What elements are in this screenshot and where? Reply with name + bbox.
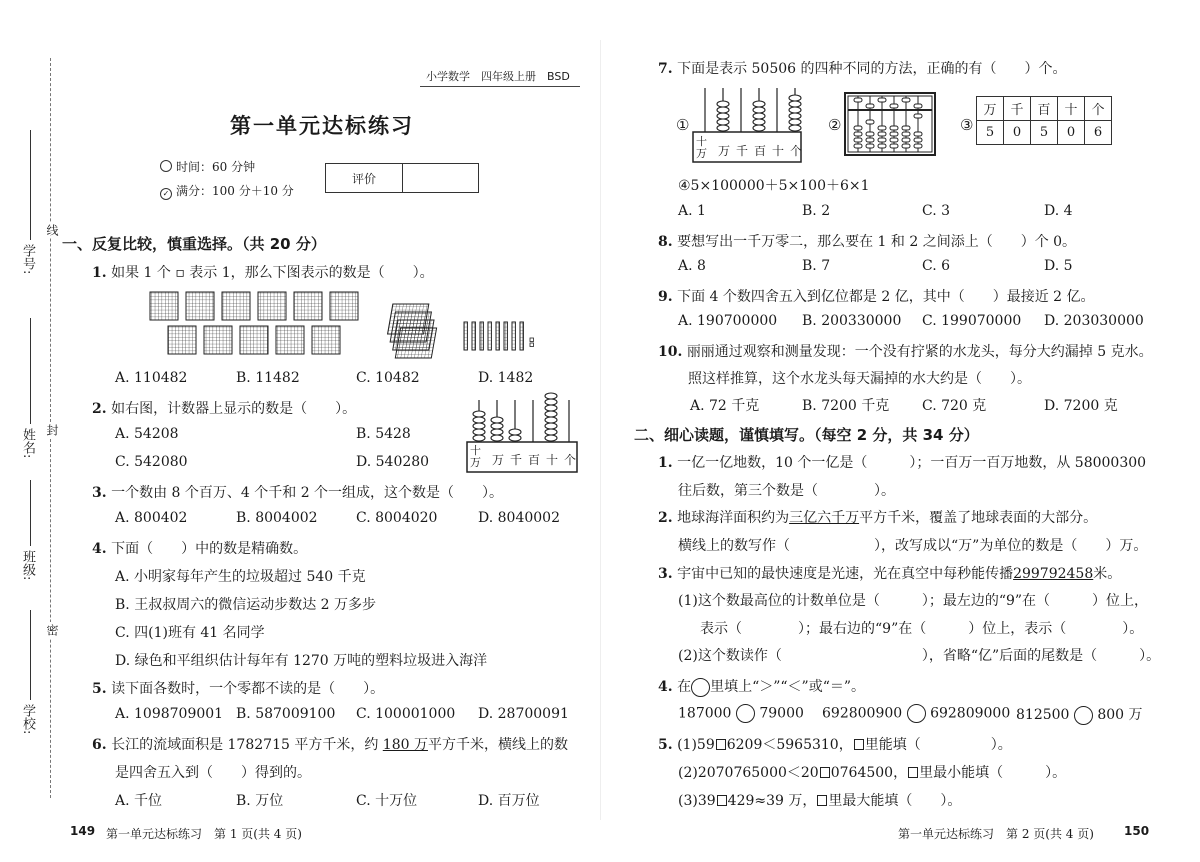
compare-left: 187000: [678, 705, 732, 722]
school-field[interactable]: [30, 610, 31, 700]
q7-bead-frame-figure-2: [844, 92, 936, 156]
q10-option-b[interactable]: B. 7200 千克: [802, 398, 890, 414]
name-label: 姓名:: [20, 428, 35, 459]
abacus-label: 百: [754, 144, 767, 158]
underlined-number: 180 万: [382, 737, 428, 753]
compare-left: 812500: [1016, 707, 1070, 723]
place-value-digit: 0: [1004, 121, 1031, 145]
question-text: 429≈39 万，: [727, 793, 817, 809]
fill-question-3-part2[interactable]: (2)这个数读作（ ），省略“亿”后面的尾数是（ ）。: [678, 648, 1161, 664]
evaluation-divider: [402, 164, 403, 192]
place-value-digit: 5: [1031, 121, 1058, 145]
right-footer-text: 第一单元达标练习 第 2 页(共 4 页): [898, 827, 1094, 841]
fill-question-5: [658, 734, 1012, 754]
question-number: 1.: [658, 455, 673, 471]
place-value-header: 万: [977, 97, 1004, 121]
question-text: 丽丽通过观察和测量发现：一个没有拧紧的水龙头，每分大约漏掉 5 克水。: [686, 344, 1153, 360]
question-number: 3.: [658, 566, 673, 582]
q5-option-b[interactable]: B. 587009100: [236, 706, 336, 722]
q10-option-d[interactable]: D. 7200 克: [1044, 398, 1118, 414]
question-1: [92, 262, 434, 282]
question-text: 下面（ ）中的数是精确数。: [111, 541, 308, 557]
question-number: 5.: [658, 737, 673, 753]
q2-option-a[interactable]: A. 54208: [115, 426, 179, 442]
q7-method-4: ④5×100000＋5×100＋6×1: [678, 178, 870, 194]
fill-question-5-part2: [678, 762, 1066, 782]
compare-answer-circle[interactable]: [1074, 706, 1093, 725]
book-header: 小学数学 四年级上册 BSD: [426, 70, 570, 83]
compare-circle-icon: [691, 678, 710, 697]
q5-option-a[interactable]: A. 1098709001: [115, 706, 224, 722]
q7-method-2-marker: ②: [828, 116, 842, 134]
seal-mark-line: 线: [45, 224, 59, 236]
q3-option-c[interactable]: C. 8004020: [356, 510, 438, 526]
question-text[interactable]: 里最小能填（ ）。: [919, 765, 1067, 781]
blank-box-icon[interactable]: [820, 767, 830, 778]
q2-option-d[interactable]: D. 540280: [356, 454, 430, 470]
question-text: 米。: [1093, 566, 1122, 582]
abacus-label: 万: [492, 453, 505, 467]
blank-box-icon: [908, 767, 918, 778]
q3-option-d[interactable]: D. 8040002: [478, 510, 560, 526]
score-text: 满分：100 分＋10 分: [176, 184, 294, 198]
question-10-line2: 照这样推算，这个水龙头每天漏掉的水大约是（ ）。: [688, 371, 1031, 387]
q5-option-c[interactable]: C. 100001000: [356, 706, 456, 722]
question-6-line2: 是四舍五入到（ ）得到的。: [115, 765, 311, 781]
place-value-header: 十: [1058, 97, 1085, 121]
abacus-label: 个: [790, 144, 803, 158]
q6-option-b[interactable]: B. 万位: [236, 793, 284, 809]
fill-question-2: [658, 507, 1097, 527]
abacus-label: 千: [736, 144, 749, 158]
question-text[interactable]: 里能填（ ）。: [864, 737, 1012, 753]
abacus-label: 个: [564, 453, 577, 467]
q1-option-d[interactable]: D. 1482: [478, 370, 534, 386]
question-text: 0764500，: [830, 765, 908, 781]
question-text[interactable]: 里最大能填（ ）。: [828, 793, 962, 809]
compare-answer-circle[interactable]: [907, 704, 926, 723]
compare-item-2: [822, 704, 1010, 723]
blank-box-icon[interactable]: [716, 739, 726, 750]
fill-question-1: [658, 452, 1146, 472]
blank-box-icon: [817, 795, 827, 806]
student-id-field[interactable]: [30, 130, 31, 240]
time-info: [160, 158, 255, 175]
abacus-label: 十万: [470, 444, 481, 469]
q4-option-a[interactable]: A. 小明家每年产生的垃圾超过 540 千克: [115, 569, 366, 585]
compare-right: 692809000: [930, 705, 1011, 722]
question-text: 6209＜5965310，: [726, 737, 853, 753]
fill-question-4: [658, 676, 865, 697]
right-page-number: 150: [1124, 824, 1150, 838]
question-6: [92, 734, 568, 754]
blank-box-icon: [854, 739, 864, 750]
section-1-title: 一、反复比较，慎重选择。（共 20 分）: [62, 235, 326, 253]
fill-question-3-part1[interactable]: (1)这个数最高位的计数单位是（ ）；最左边的“9”在（ ）位上，: [678, 593, 1149, 609]
question-number: 1.: [92, 265, 107, 281]
question-9: [658, 286, 1095, 306]
question-text: 地球海洋面积约为: [677, 510, 790, 526]
question-text: 下面 4 个数四舍五入到亿位都是 2 亿，其中（ ）最接近 2 亿。: [677, 289, 1095, 305]
q1-option-b[interactable]: B. 11482: [236, 370, 300, 386]
q1-option-a[interactable]: A. 110482: [115, 370, 188, 386]
question-number: 2.: [658, 510, 673, 526]
question-number: 2.: [92, 401, 107, 417]
q8-option-c[interactable]: C. 6: [922, 258, 951, 274]
abacus-label: 十: [546, 453, 559, 467]
score-info: [160, 182, 294, 200]
question-text: 平方千米，横线上的数: [427, 737, 568, 753]
fill-question-5-part3: [678, 790, 961, 810]
time-text: 时间：60 分钟: [176, 160, 256, 174]
question-number: 3.: [92, 485, 107, 501]
q4-option-c[interactable]: C. 四(1)班有 41 名同学: [115, 625, 265, 641]
place-value-header: 千: [1004, 97, 1031, 121]
q2-option-b[interactable]: B. 5428: [356, 426, 411, 442]
q9-option-b[interactable]: B. 200330000: [802, 313, 902, 329]
question-text: 里填上“＞”“＜”或“＝”。: [710, 679, 866, 695]
q5-option-d[interactable]: D. 28700091: [478, 706, 569, 722]
compare-answer-circle[interactable]: [736, 704, 755, 723]
question-number: 10.: [658, 344, 683, 360]
question-text: (2)2070765000＜20: [678, 765, 819, 781]
unit-cubes: [530, 338, 534, 347]
underlined-number: 三亿六千万: [789, 510, 860, 526]
abacus-label: 千: [510, 453, 523, 467]
q7-method-1-marker: ①: [676, 116, 690, 134]
question-10: [658, 341, 1153, 361]
q6-option-a[interactable]: A. 千位: [115, 793, 163, 809]
fill-question-3: [658, 563, 1121, 583]
abacus-label: 十: [772, 144, 785, 158]
place-value-digit: 6: [1085, 121, 1112, 145]
q2-option-c[interactable]: C. 542080: [115, 454, 188, 470]
question-text: 在: [677, 679, 692, 695]
left-page-number: 149: [70, 824, 96, 838]
q4-option-b[interactable]: B. 王叔叔周六的微信运动步数达 2 万多步: [115, 597, 376, 613]
q6-option-c[interactable]: C. 十万位: [356, 793, 418, 809]
question-text: 读下面各数时，一个零都不读的是（ ）。: [111, 681, 385, 697]
base-ten-blocks-figure: [148, 286, 548, 362]
underlined-number: 299792458: [1013, 566, 1094, 582]
q4-option-d[interactable]: D. 绿色和平组织估计每年有 1270 万吨的塑料垃圾进入海洋: [115, 653, 488, 669]
question-text[interactable]: 一亿一亿地数，10 个一亿是（ ）；一百万一百万地数，从 58000300: [677, 455, 1147, 471]
seal-mark-seal: 封: [45, 424, 59, 436]
question-number: 4.: [658, 679, 673, 695]
blank-box-icon[interactable]: [717, 795, 727, 806]
question-text: 如果 1 个 ▫ 表示 1，那么下图表示的数是（ ）。: [111, 265, 434, 281]
question-7: [658, 58, 1067, 78]
class-label: 班级:: [20, 550, 35, 581]
clock-icon: [160, 160, 172, 172]
name-field[interactable]: [30, 318, 31, 424]
q3-option-b[interactable]: B. 8004002: [236, 510, 318, 526]
thousand-cubes: [150, 292, 358, 354]
q7-option-a[interactable]: A. 1: [678, 203, 706, 219]
abacus-label: 百: [528, 453, 541, 467]
q9-option-a[interactable]: A. 190700000: [678, 313, 778, 329]
section-2-title: 二、细心读题，谨慎填写。（每空 2 分，共 34 分）: [634, 426, 979, 444]
abacus-label: 万: [718, 144, 731, 158]
q7-option-c[interactable]: C. 3: [922, 203, 951, 219]
question-4: [92, 538, 307, 558]
header-rule: [420, 86, 580, 87]
question-text: 要想写出一千万零二，那么要在 1 和 2 之间添上（ ）个 0。: [677, 234, 1077, 250]
question-2: [92, 398, 356, 418]
q7-place-value-table: [976, 96, 1112, 145]
q8-option-d[interactable]: D. 5: [1044, 258, 1073, 274]
question-text: 下面是表示 50506 的四种不同的方法，正确的有（ ）个。: [677, 61, 1067, 77]
compare-right: 79000: [759, 705, 804, 722]
question-text: (3)39: [678, 793, 716, 809]
question-number: 9.: [658, 289, 673, 305]
question-5: [92, 678, 384, 698]
q10-option-c[interactable]: C. 720 克: [922, 398, 987, 414]
fill-question-3-part1-line2[interactable]: 表示（ ）；最右边的“9”在（ ）位上，表示（ ）。: [700, 621, 1144, 637]
compare-item-1: [678, 704, 804, 723]
question-text: (1)59: [677, 737, 715, 753]
question-8: [658, 231, 1076, 251]
place-value-digit: 5: [977, 121, 1004, 145]
q8-option-b[interactable]: B. 7: [802, 258, 831, 274]
q7-option-d[interactable]: D. 4: [1044, 203, 1073, 219]
hundred-flats: [388, 304, 437, 358]
q10-option-a[interactable]: A. 72 千克: [690, 398, 760, 414]
question-number: 5.: [92, 681, 107, 697]
check-icon: ✓: [160, 188, 172, 200]
class-field[interactable]: [30, 480, 31, 546]
page-divider: [600, 40, 601, 820]
fill-question-1-line2[interactable]: 往后数，第三个数是（ ）。: [678, 483, 895, 499]
q8-option-a[interactable]: A. 8: [678, 258, 706, 274]
question-text: 长江的流域面积是 1782715 平方千米，约: [111, 737, 383, 753]
fill-question-2-line2[interactable]: 横线上的数写作（ ），改写成以“万”为单位的数是（ ）万。: [678, 538, 1148, 554]
evaluation-box: [325, 163, 479, 193]
question-text: 一个数由 8 个百万、4 个千和 2 个一组成，这个数是（ ）。: [111, 485, 504, 501]
q9-option-c[interactable]: C. 199070000: [922, 313, 1022, 329]
place-value-header: 个: [1085, 97, 1112, 121]
question-number: 6.: [92, 737, 107, 753]
q1-option-c[interactable]: C. 10482: [356, 370, 420, 386]
left-footer-text: 第一单元达标练习 第 1 页(共 4 页): [106, 827, 302, 841]
evaluation-label: 评价: [352, 172, 377, 186]
compare-item-3: [1016, 704, 1143, 725]
place-value-header: 百: [1031, 97, 1058, 121]
q6-option-d[interactable]: D. 百万位: [478, 793, 540, 809]
question-number: 4.: [92, 541, 107, 557]
question-text: 宇宙中已知的最快速度是光速，光在真空中每秒能传播: [677, 566, 1014, 582]
question-3: [92, 482, 503, 502]
q3-option-a[interactable]: A. 800402: [115, 510, 188, 526]
school-label: 学校:: [20, 704, 35, 735]
seal-mark-dense: 密: [45, 624, 59, 636]
q9-option-d[interactable]: D. 203030000: [1044, 313, 1144, 329]
question-number: 7.: [658, 61, 673, 77]
question-text: 如右图，计数器上显示的数是（ ）。: [111, 401, 357, 417]
q7-option-b[interactable]: B. 2: [802, 203, 831, 219]
q7-method-3-marker: ③: [960, 116, 974, 134]
place-value-digit: 0: [1058, 121, 1085, 145]
evaluation-field[interactable]: [404, 164, 478, 192]
ten-rods: [464, 322, 523, 350]
student-id-label: 学号:: [20, 244, 35, 275]
abacus-label: 十万: [696, 135, 707, 160]
compare-right: 800 万: [1097, 707, 1143, 723]
compare-left: 692800900: [822, 705, 903, 722]
question-text: 平方千米，覆盖了地球表面的大部分。: [859, 510, 1098, 526]
page-title: 第一单元达标练习: [230, 113, 414, 138]
question-number: 8.: [658, 234, 673, 250]
